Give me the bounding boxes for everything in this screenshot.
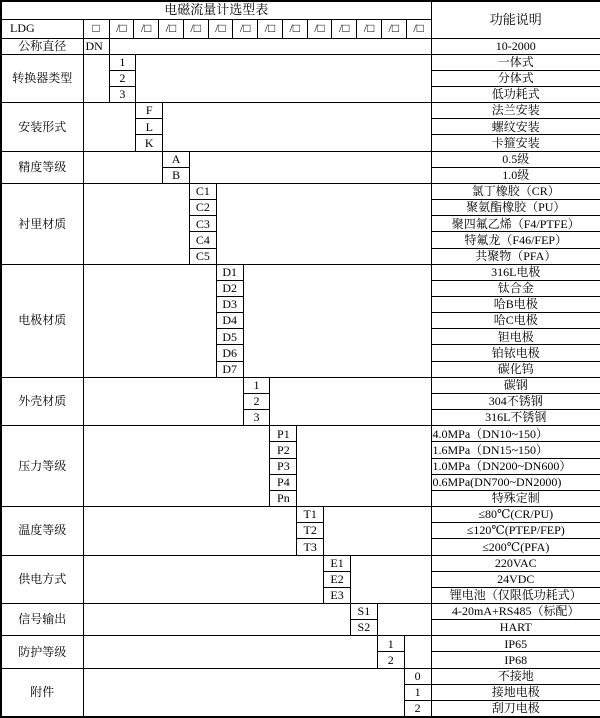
slash-checkbox-cell: /□ (307, 20, 332, 38)
category-label: 压力等级 (1, 426, 83, 507)
blank-cell (83, 507, 297, 555)
blank-cell (83, 183, 189, 264)
option-function: 304不锈钢 (431, 393, 600, 409)
option-code: 3 (109, 86, 136, 102)
option-code: S1 (350, 603, 377, 619)
option-code: P3 (270, 458, 297, 474)
option-function: 不接地 (431, 668, 600, 684)
option-code: T1 (297, 507, 324, 523)
option-code: A (163, 151, 190, 167)
category-label: 精度等级 (1, 151, 83, 183)
option-code: C4 (189, 232, 216, 248)
option-function: 一体式 (431, 54, 600, 70)
blank-cell (83, 151, 163, 183)
option-function: 1.0级 (431, 167, 600, 183)
category-label: 安装形式 (1, 103, 83, 151)
option-function: 4-20mA+RS485（标配） (431, 603, 600, 619)
option-code: T2 (297, 523, 324, 539)
function-column-header: 功能说明 (431, 1, 600, 38)
slash-checkbox-cell: /□ (331, 20, 356, 38)
blank-cell (109, 38, 431, 54)
option-code: 1 (404, 684, 431, 700)
option-function: 316L电极 (431, 264, 600, 280)
option-function: 共聚物（PFA） (431, 248, 600, 264)
blank-cell (404, 636, 431, 668)
option-function: 316L不锈钢 (431, 410, 600, 426)
option-code: 1 (377, 636, 404, 652)
slash-checkbox-cell: /□ (356, 20, 381, 38)
option-code: 1 (243, 377, 270, 393)
option-function: 钽电极 (431, 329, 600, 345)
option-function: 1.0MPa（DN200~DN600） (431, 458, 600, 474)
option-function: 氯丁橡胶（CR） (431, 183, 600, 199)
option-code: D2 (216, 280, 243, 296)
option-function: 铂铱电极 (431, 345, 600, 361)
option-function: ≤120℃(PTEP/FEP) (431, 523, 600, 539)
blank-cell (83, 603, 350, 635)
option-code: D6 (216, 345, 243, 361)
option-function: 法兰安装 (431, 103, 600, 119)
option-function: 碳化钨 (431, 361, 600, 377)
option-function: 1.6MPa（DN15~150） (431, 442, 600, 458)
category-label: 外壳材质 (1, 377, 83, 425)
option-function: 10-2000 (431, 38, 600, 54)
option-code: D5 (216, 329, 243, 345)
option-code: 0 (404, 668, 431, 684)
blank-cell (83, 103, 136, 151)
option-function: 聚氨酯橡胶（PU） (431, 200, 600, 216)
slash-checkbox-cell: /□ (158, 20, 183, 38)
blank-cell (83, 426, 270, 507)
option-function: 特殊定制 (431, 490, 600, 506)
category-label: 衬里材质 (1, 183, 83, 264)
option-code: S2 (350, 620, 377, 636)
category-label: 公称直径 (1, 38, 83, 54)
blank-cell (83, 555, 324, 603)
option-function: 锂电池（仅限低功耗式） (431, 587, 600, 603)
option-code: K (136, 135, 163, 151)
blank-cell (216, 183, 431, 264)
option-code: DN (83, 38, 109, 54)
slash-checkbox-cell: /□ (257, 20, 282, 38)
option-code: P1 (270, 426, 297, 442)
option-code: D4 (216, 313, 243, 329)
option-function: 0.5级 (431, 151, 600, 167)
option-code: D7 (216, 361, 243, 377)
table-title: 电磁流量计选型表 (1, 1, 431, 19)
option-code: 2 (109, 70, 136, 86)
option-function: 钛合金 (431, 280, 600, 296)
option-code: Pn (270, 490, 297, 506)
option-function: 分体式 (431, 70, 600, 86)
option-code: E2 (324, 571, 351, 587)
option-function: IP65 (431, 636, 600, 652)
category-label: 附件 (1, 668, 83, 716)
category-label: 供电方式 (1, 555, 83, 603)
blank-cell (324, 507, 431, 555)
option-code: C3 (189, 216, 216, 232)
option-function: 4.0MPa（DN10~150） (431, 426, 600, 442)
slash-checkbox-cell: /□ (406, 20, 431, 38)
option-function: 特氟龙（F46/FEP） (431, 232, 600, 248)
blank-cell (270, 377, 431, 425)
model-code-box-row (110, 20, 431, 38)
category-label: 信号输出 (1, 603, 83, 635)
option-function: IP68 (431, 652, 600, 668)
option-function: 哈C电极 (431, 313, 600, 329)
category-label: 电极材质 (1, 264, 83, 377)
blank-cell (189, 151, 431, 183)
slash-checkbox-cell: /□ (381, 20, 406, 38)
option-function: 刮刀电极 (431, 700, 600, 716)
option-code: E1 (324, 555, 351, 571)
blank-cell (136, 54, 431, 102)
option-function: 哈B电极 (431, 297, 600, 313)
option-code: 3 (243, 410, 270, 426)
option-function: ≤80℃(CR/PU) (431, 507, 600, 523)
blank-cell (350, 555, 431, 603)
blank-cell (83, 668, 404, 716)
slash-checkbox-cell: /□ (232, 20, 257, 38)
option-code: F (136, 103, 163, 119)
option-code: D3 (216, 297, 243, 313)
dn-checkbox-cell: □ (83, 19, 109, 38)
option-function: 卡箍安装 (431, 135, 600, 151)
option-code: P4 (270, 474, 297, 490)
option-function: 聚四氟乙烯（F4/PTFE） (431, 216, 600, 232)
option-code: 1 (109, 54, 136, 70)
option-function: 碳钢 (431, 377, 600, 393)
option-code: B (163, 167, 190, 183)
option-code: 2 (243, 393, 270, 409)
option-code: D1 (216, 264, 243, 280)
option-function: 0.6MPa(DN700~DN2000) (431, 474, 600, 490)
slash-checkbox-cell: /□ (183, 20, 208, 38)
category-label: 转换器类型 (1, 54, 83, 102)
category-label: 防护等级 (1, 636, 83, 668)
option-function: 接地电极 (431, 684, 600, 700)
option-code: P2 (270, 442, 297, 458)
option-code: L (136, 119, 163, 135)
blank-cell (83, 377, 243, 425)
category-label: 温度等级 (1, 507, 83, 555)
option-function: ≤200℃(PFA) (431, 539, 600, 555)
option-code: E3 (324, 587, 351, 603)
option-code: 2 (377, 652, 404, 668)
blank-cell (83, 264, 216, 377)
option-function: HART (431, 620, 600, 636)
blank-cell (377, 603, 431, 635)
option-function: 220VAC (431, 555, 600, 571)
option-code: C2 (189, 200, 216, 216)
slash-checkbox-cell: /□ (208, 20, 233, 38)
option-function: 螺纹安装 (431, 119, 600, 135)
option-code: T3 (297, 539, 324, 555)
option-code: C1 (189, 183, 216, 199)
blank-cell (83, 636, 377, 668)
slash-checkbox-cell: /□ (116, 21, 127, 36)
slash-checkbox-cell: /□ (282, 20, 307, 38)
blank-cell (243, 264, 431, 377)
blank-cell (163, 103, 431, 151)
option-function: 24VDC (431, 571, 600, 587)
slash-checkbox-cell: /□ (133, 20, 158, 38)
model-code-boxes (109, 19, 431, 38)
option-code: 2 (404, 700, 431, 716)
blank-cell (83, 54, 109, 102)
option-function: 低功耗式 (431, 86, 600, 102)
option-code: C5 (189, 248, 216, 264)
blank-cell (297, 426, 431, 507)
model-prefix: LDG (1, 19, 83, 38)
